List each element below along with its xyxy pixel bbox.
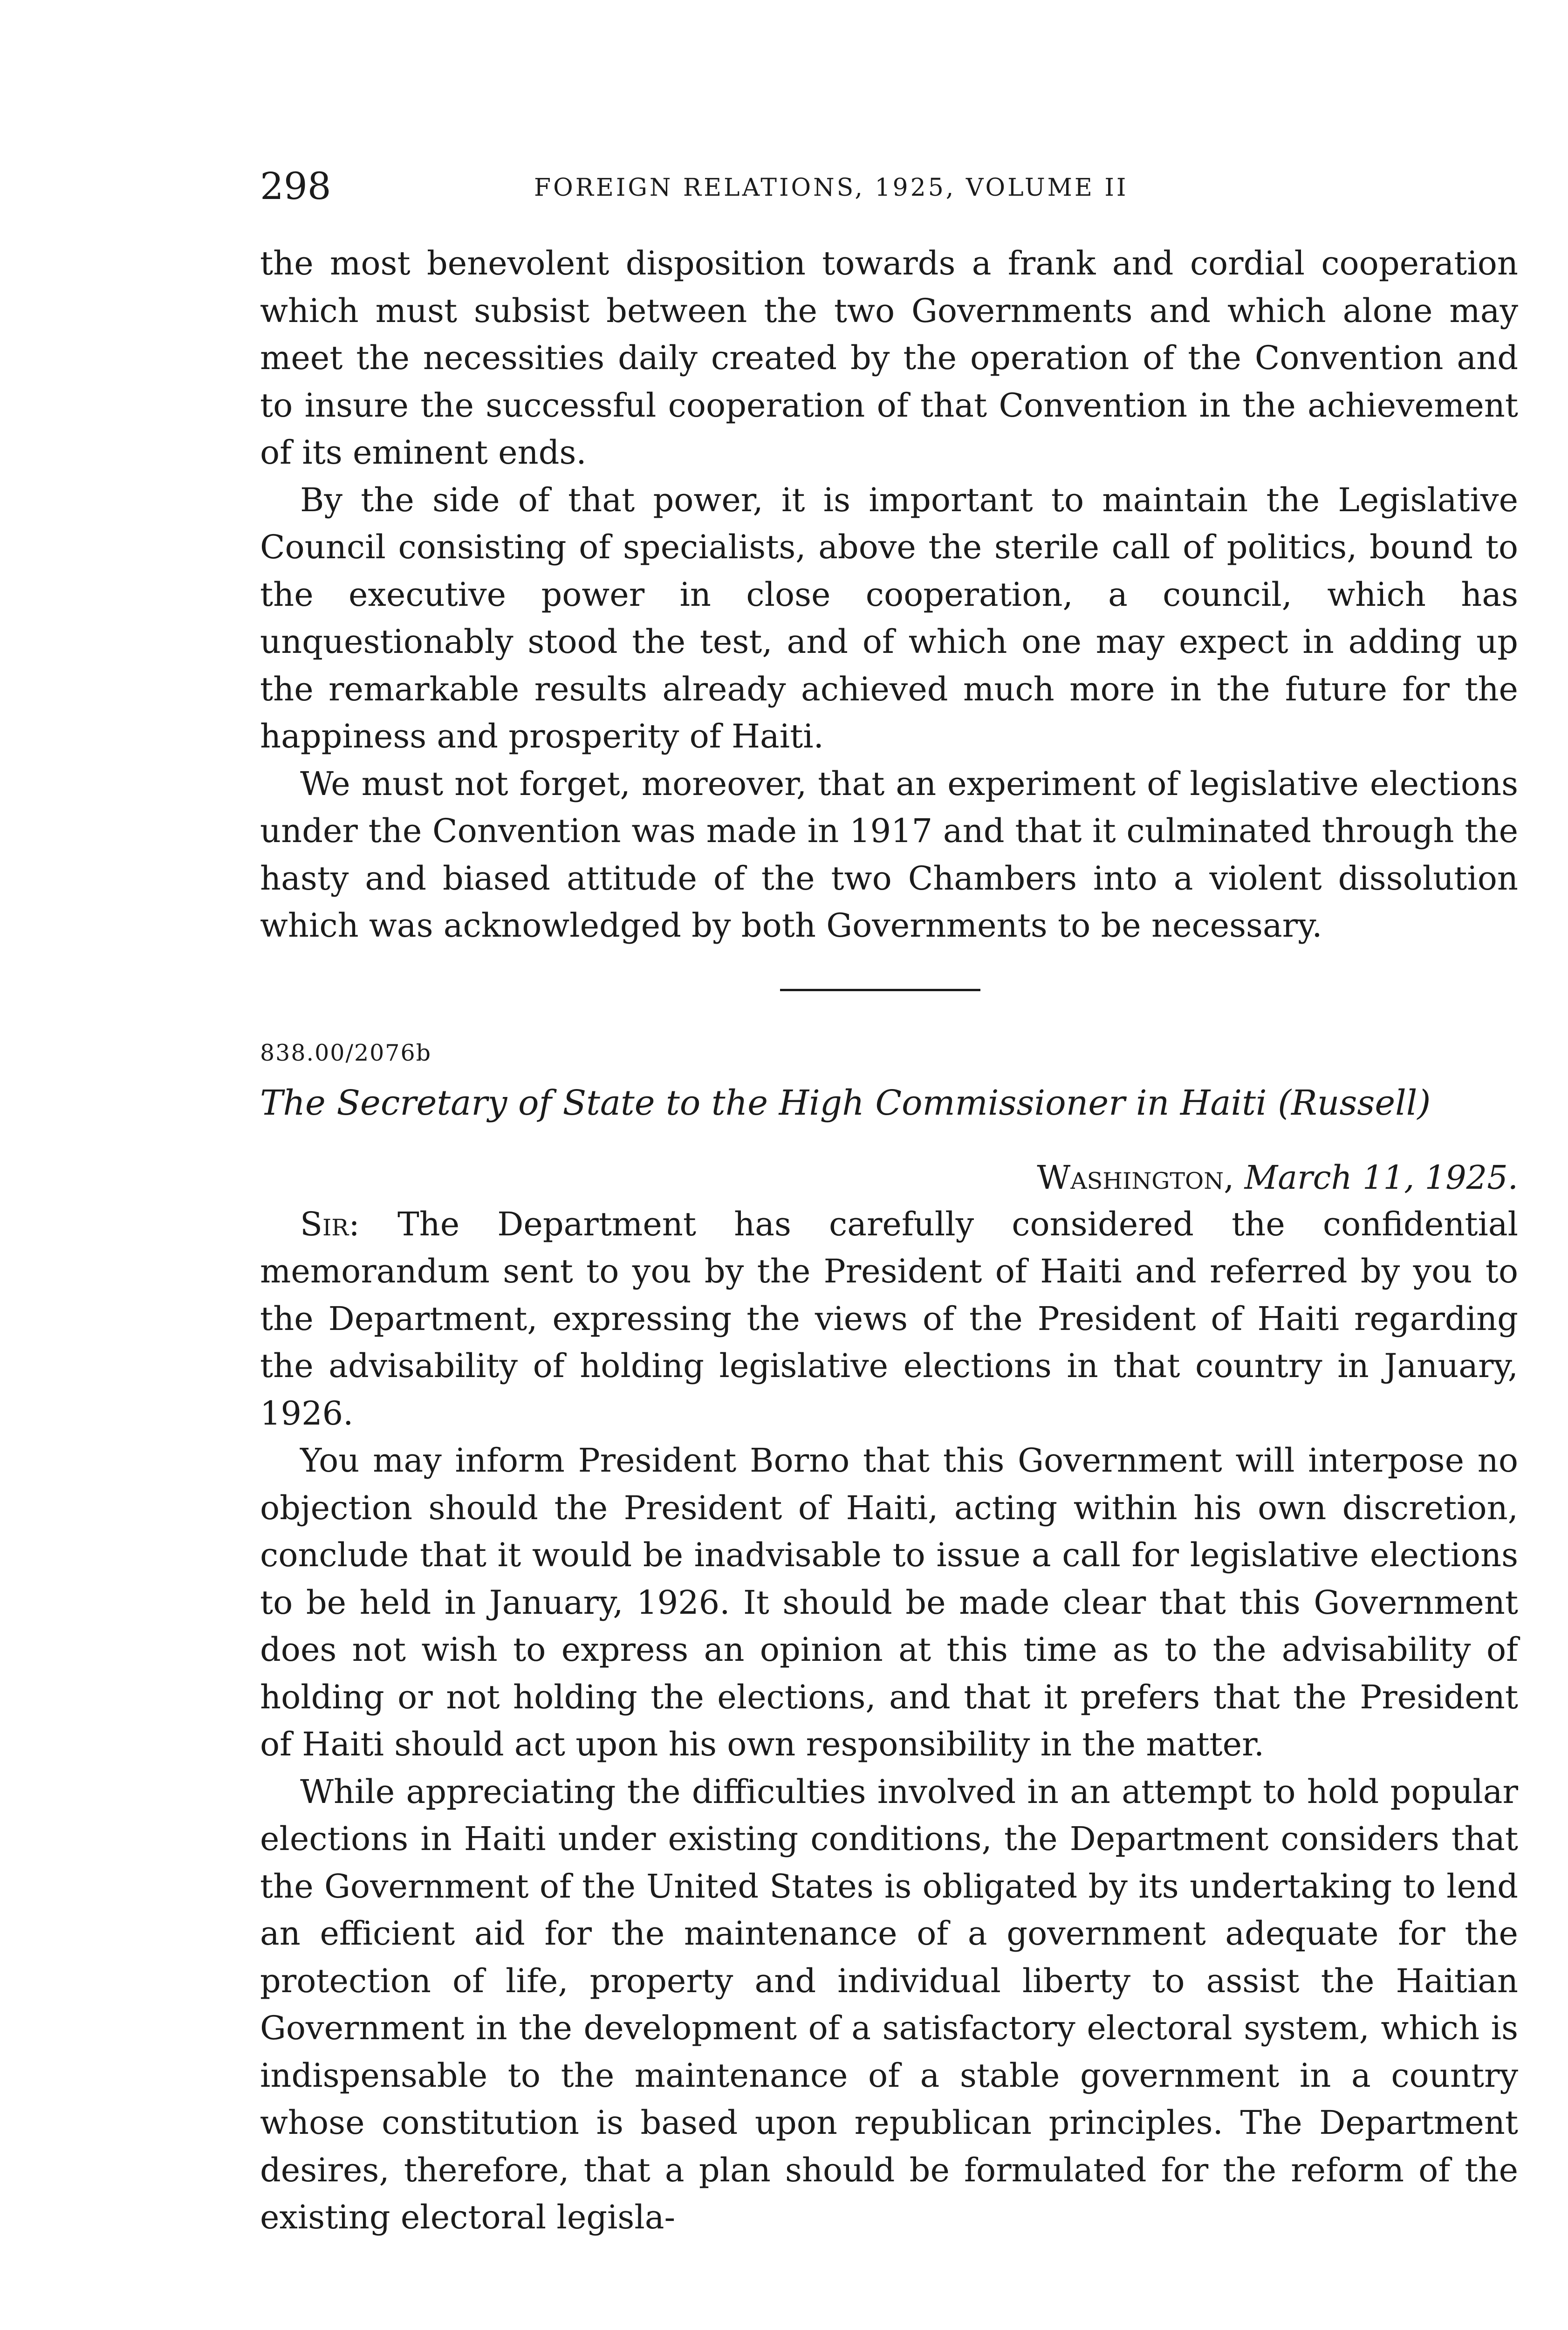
page-number: 298 — [260, 164, 331, 208]
dateline-date: March 11, 1925. — [1244, 1158, 1518, 1197]
page-header — [260, 165, 1253, 207]
body-text — [260, 240, 1518, 2241]
salutation: Sir: — [300, 1205, 360, 1243]
paragraph: While appreciating the difficulties involved in an attempt to hold popular elections in Haiti under existing conditions, the Department considers that the Government of the United States is obligated by its undertaking to lend an efficient aid for the maintenance of a government adequate for the protection of life, property and individual liberty to assist the Haitian Government in the development of a satisfactory electoral system, which is indispensable to the maintenance of a stable government in a country whose constitution is based upon republican principles. The Department desires, therefore, that a plan should be formulated for the reform of the existing electoral legisla- — [260, 1772, 1518, 2236]
continued-paragraph: the most benevolent disposition towards a frank and cordial cooperation which must subsist between the two Governments and which alone may meet the necessities daily created by the operation of the Convention and to insure the successful cooperation of that Convention in the achievement of its eminent ends. — [260, 244, 1518, 472]
paragraph: We must not forget, moreover, that an experiment of legislative elections under the Convention was made in 1917 and that it culminated through the hasty and biased attitude of the two Chambers into a violent dissolution which was acknowledged by both Governments to be necessary. — [260, 764, 1518, 945]
dateline — [260, 1154, 1518, 1201]
document-title: The Secretary of State to the High Commissioner in Haiti (Russell) — [260, 1083, 1431, 1123]
running-title: FOREIGN RELATIONS, 1925, VOLUME II — [534, 174, 1129, 202]
dateline-place: Washington, — [1037, 1158, 1234, 1197]
paragraph: By the side of that power, it is important to maintain the Legislative Council consisting of specialists, above the sterile call of politics, bound to the executive power in close cooperation, a council, which has unquestionably stood the test, and of which one may expect in adding up the remarkable results already achieved much more in the future for the happiness and prosperity of Haiti. — [260, 480, 1518, 755]
paragraph: You may inform President Borno that this Government will interpose no objection should the President of Haiti, acting within his own discretion, conclude that it would be inadvisable to issue a call for legislative elections to be held in January, 1926. It should be made clear that this Government does not wish to express an opinion at this time as to the advisability of holding or not holding the elections, and that it prefers that the President of Haiti should act upon his own responsibility in the matter. — [260, 1441, 1518, 1763]
section-divider — [780, 989, 980, 991]
file-number: 838.00/2076b — [260, 1039, 432, 1066]
paragraph-text: The Department has carefully considered the confidential memorandum sent to you by the President of Haiti and referred by you to the Department, expressing the views of the President of Haiti regarding the advisability of holding legislative elections in that country in January, 1926. — [260, 1205, 1518, 1432]
salutation-paragraph — [260, 1201, 1518, 1438]
